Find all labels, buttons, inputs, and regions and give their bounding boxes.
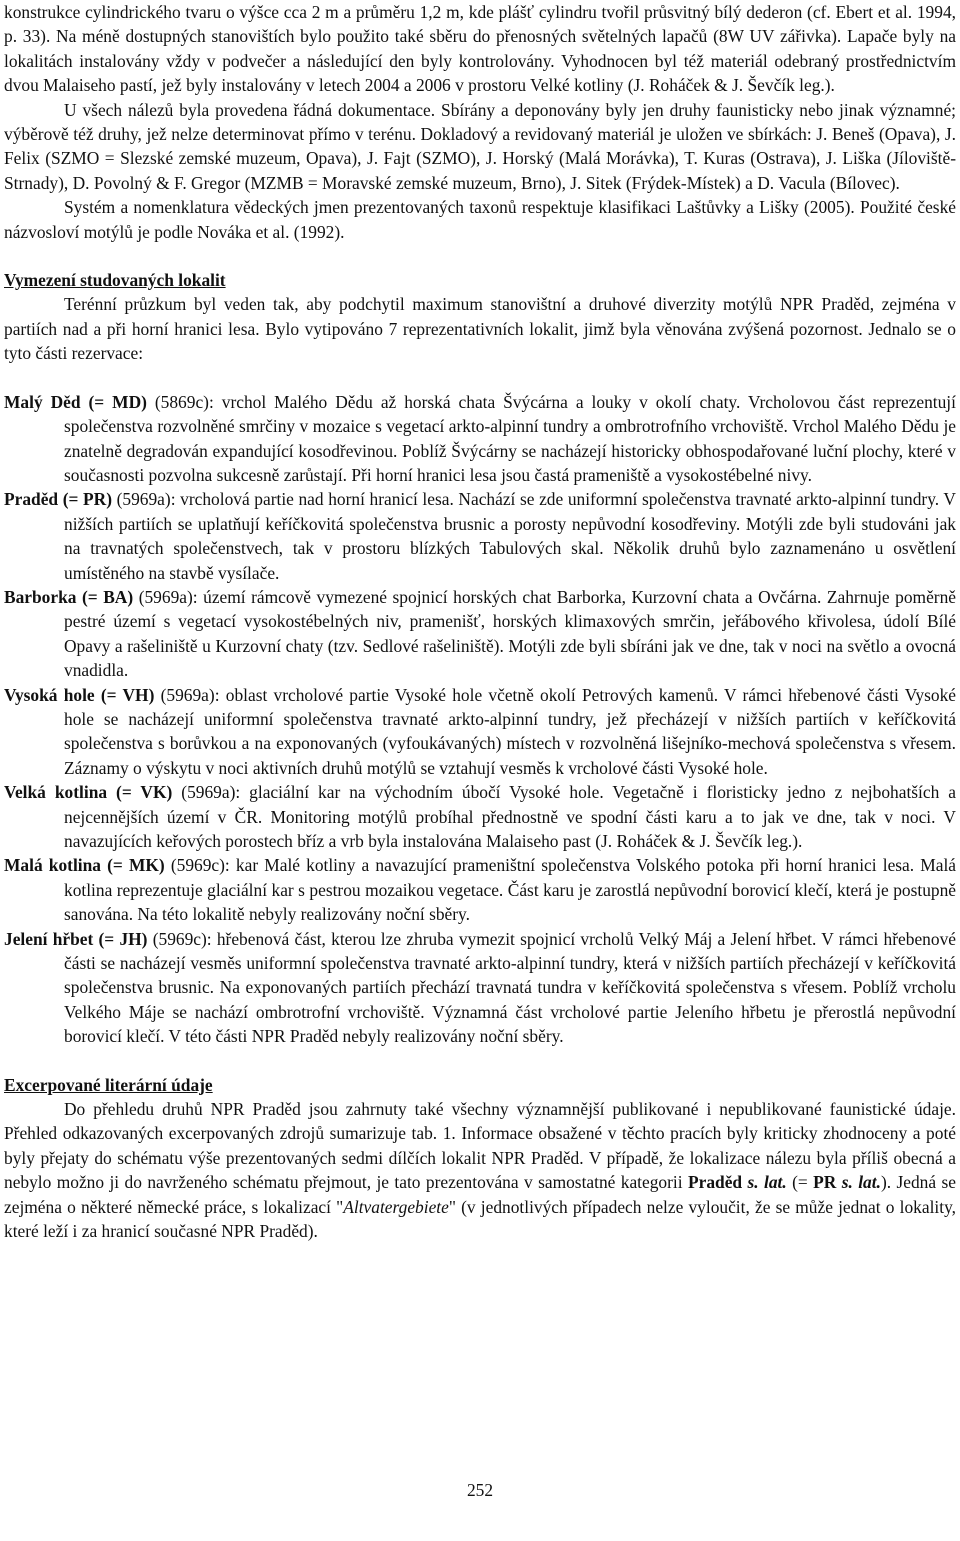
- locality-name: Praděd (= PR): [4, 489, 112, 510]
- locality-text: (5969a): území rámcově vymezené spojnicí horských chat Barborka, Kurzovní chata a Ovčárna. Zahrnuje poměrně pestré území s vegetací vysokostébelných niv, pramenišť, horských klimaxových smrčin, jeřábového křivolesa, údolí Bílé Opavy a rašeliniště u Kurzovní chaty (tzv. Sedlové rašeliniště). Motýli zde byli sbíráni jak ve dne, tak v noci na světlo a ovocná vnadidla.: [64, 586, 957, 681]
- locality-name: Malý Děd (= MD): [4, 391, 147, 412]
- locality-item: [4, 585, 956, 683]
- locality-name: Jelení hřbet (= JH): [4, 928, 148, 949]
- locality-item: [4, 390, 956, 488]
- section-heading-literature: Excerpované literární údaje: [4, 1074, 213, 1095]
- locality-text: (5869c): vrchol Malého Dědu až horská chata Švýcárna a louky v okolí chaty. Vrcholovou část reprezentují společenstva rozvolněné smrčiny v mozaice s vegetací arkto-alpinní tundry a ombrotrofního vrchoviště. Vrchol Malého Dědu je znatelně degradován expandující kosodřevinou. Poblíž Švýcárny se nacházejí historicky obhospodařované luční plochy, které v současnosti pozvolna sukcesně zarůstají. Při horní hranici lesa jsou častá prameniště a vysokostébelné nivy.: [64, 391, 956, 485]
- spacer: [4, 366, 956, 390]
- localities-intro: Terénní průzkum byl veden tak, aby podchytil maximum stanovištní a druhové diverzity motýlů NPR Praděd, zejména v partiích nad a při horní hranici lesa. Bylo vytipováno 7 reprezentativních lokalit, jimž byla věnována zvýšená pozornost. Jednalo se o tyto části rezervace:: [4, 294, 956, 364]
- locality-item: [4, 927, 956, 1049]
- intro-paragraph-1: konstrukce cylindrického tvaru o výšce cca 2 m a průměru 1,2 m, kde plášť cylindru tvořil průsvitný bílý dederon (cf. Ebert et al. 1994, p. 33). Na méně dostupných stanovištích bylo použito také sběru do přenosných světelných lapačů (8W UV zářivka). Lapače byly na lokalitách instalovány vždy v podvečer a následující den byly kontrolovány. Vyhodnocen byl též materiál odebraný prostřednictvím dvou Malaiseho pastí, jež byly instalovány v letech 2004 a 2006 v prostoru Velké kotliny (J. Roháček & J. Ševčík leg.).: [4, 2, 956, 96]
- locality-name: Vysoká hole (= VH): [4, 684, 155, 705]
- locality-item: [4, 780, 956, 853]
- locality-name: Malá kotlina (= MK): [4, 855, 165, 876]
- intro-paragraph-2: U všech nálezů byla provedena řádná dokumentace. Sbírány a deponovány byly jen druhy faunisticky nebo jinak významné; výběrově též druhy, jež nelze determinovat přímo v terénu. Dokladový a revidovaný materiál je uložen ve sbírkách: J. Beneš (Opava), J. Felix (SZMO = Slezské zemské muzeum, Opava), J. Fajt (SZMO), J. Horský (Malá Morávka), T. Kuras (Ostrava), J. Liška (Jíloviště-Strnady), D. Povolný & F. Gregor (MZMB = Moravské zemské muzeum, Brno), J. Sitek (Frýdek-Místek) a D. Vacula (Bílovec).: [4, 99, 956, 193]
- intro-paragraph-3: Systém a nomenklatura vědeckých jmen prezentovaných taxonů respektuje klasifikaci Laštůvky a Lišky (2005). Použité české názvosloví motýlů je podle Nováka et al. (1992).: [4, 197, 956, 242]
- page-number: 252: [466, 1480, 494, 1500]
- locality-item: [4, 683, 956, 781]
- locality-item: [4, 853, 956, 926]
- locality-text: (5969c): kar Malé kotliny a navazující prameništní společenstva Volského potoka při horní hranici lesa. Malá kotlina reprezentuje glaciální kar s pestrou mozaikou vegetace. Část karu je zarostlá nepůvodní borovicí klečí, která je postupně sanována. Na této lokalitě nebyly realizovány noční sběry.: [64, 855, 956, 925]
- locality-item: [4, 487, 956, 585]
- locality-name: Barborka (= BA): [4, 586, 134, 607]
- locality-text: (5969a): glaciální kar na východním úbočí Vysoké hole. Vegetačně i floristicky jedno z nejbohatších a nejcennějších území v ČR. Monitoring motýlů probíhal přednostně ve spodní části karu a to jak ve dne, tak v noci. V navazujících keřových porostech bříz a vrb byla instalována Malaiseho past (J. Roháček & J. Ševčík leg.).: [64, 782, 956, 851]
- locality-text: (5969a): oblast vrcholové partie Vysoké hole včetně okolí Petrových kamenů. V rámci hřebenové části Vysoké hole se nacházejí uniformní společenstva travnaté arkto-alpinní tundry, jež přecházejí v nižších partiích v keříčkovitá společenstva s borůvkou a na exponovaných (vyfoukávaných) místech v rozvolněná lišejníko-mechová společenstva s vřesem. Záznamy o výskytu v noci aktivních druhů motýlů se vztahují vesměs k vrcholové části Vysoké hole.: [64, 684, 956, 778]
- locality-name: Velká kotlina (= VK): [4, 782, 173, 803]
- locality-list: [4, 390, 956, 1049]
- locality-text: (5969a): vrcholová partie nad horní hranicí lesa. Nachází se zde uniformní společenstva travnaté arkto-alpinní tundry. V nižších partiích se uplatňují keříčkovitá společenstva brusnic a porosty nepůvodní kosodřeviny. Motýli zde byli studováni jak na travnatých společenstvech, tak v prostoru blízkých Tabulových skal. Několik druhů bylo zaznamenáno u osvětlení umístěného na stavbě vysílače.: [64, 489, 956, 583]
- locality-text: (5969c): hřebenová část, kterou lze zhruba vymezit spojnicí vrcholů Velký Máj a Jelení hřbet. V rámci hřebenové části se nacházejí vesměs uniformní společenstva travnaté arkto-alpinní tundry, která v nižších partiích přecházejí v keříčkovitá společenstva brusnic. Na exponovaných partiích přechází travnatá tundra v keříčkovitá společenstva s vřesem. Poblíž vrcholu Velkého Máje se nachází ombrotrofní vrchoviště. Významná část vrcholové partie Jeleního hřbetu je přerostlá nepůvodní borovicí klečí. V této části NPR Praděd nebyly realizovány noční sběry.: [64, 928, 956, 1047]
- literature-paragraph: Do přehledu druhů NPR Praděd jsou zahrnuty také všechny významnější publikované i nepublikované faunistické údaje. Přehled odkazovaných excerpovaných zdrojů sumarizuje tab. 1. Informace obsažené v těchto pracích byly kriticky zhodnoceny a poté byly přejaty do schématu výše prezentovaných sedmi dílčích lokalit NPR Praděd. V případě, že lokalizace nálezu byla příliš obecná a nebylo možno ji do navrženého schématu přejmout, je tato prezentována v samostatné kategorii Praděd s. lat. (= PR s. lat.). Jedná se zejména o některé německé práce, s lokalizací "Altvatergebiete" (v jednotlivých případech nelze vyloučit, že se může jednat o lokality, které leží i za hranicí současné NPR Praděd).: [4, 1099, 956, 1242]
- section-heading-localities: Vymezení studovaných lokalit: [4, 270, 226, 291]
